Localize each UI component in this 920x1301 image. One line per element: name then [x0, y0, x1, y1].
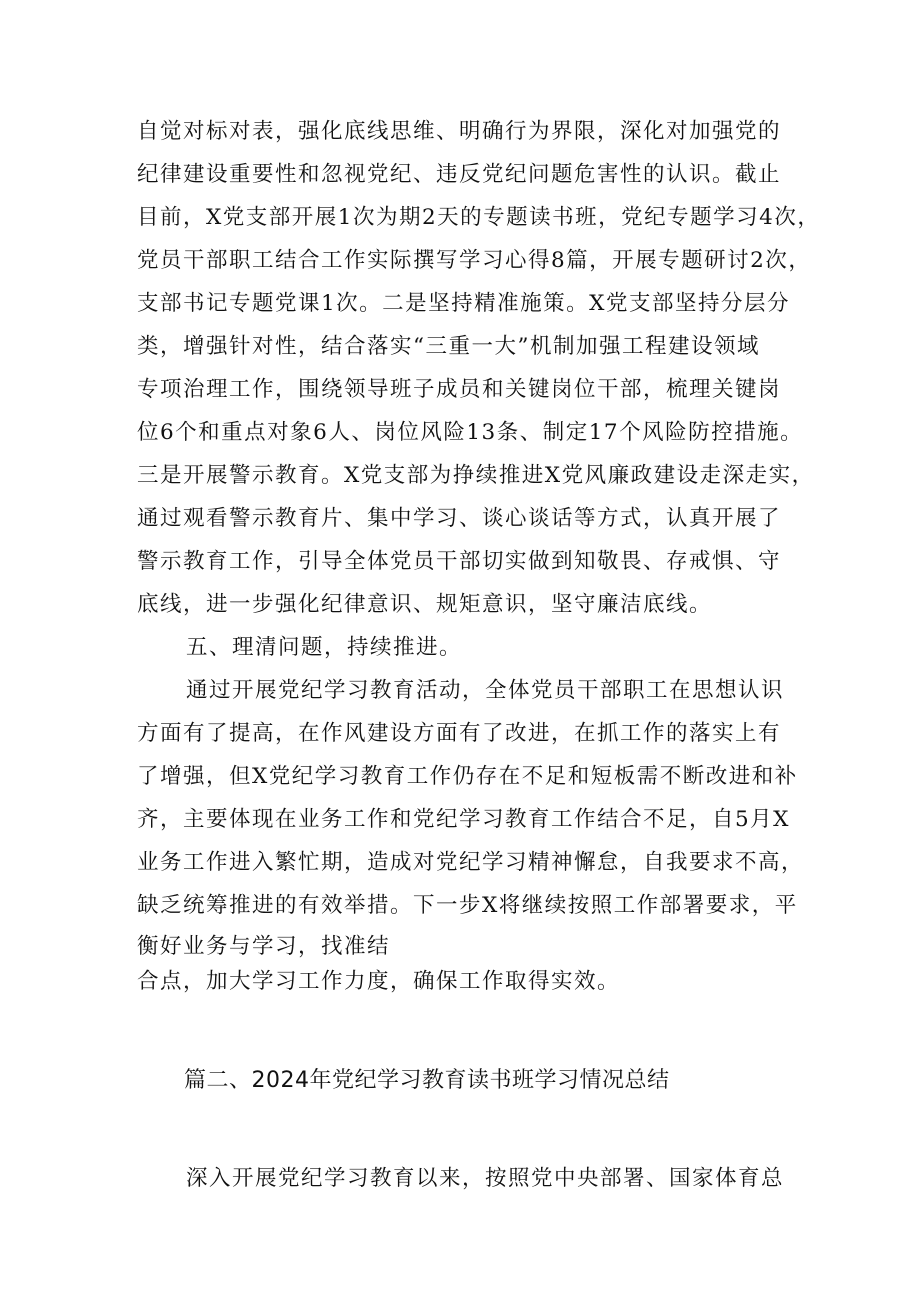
body-line-10: 通过观看警示教育片、集中学习、谈心谈话等方式，认真开展了	[137, 506, 782, 531]
body-line-9: 三是开展警示教育。X党支部为挣续推进X党风廉政建设走深走实，	[137, 463, 815, 488]
body-line-1: 自觉对标对表，强化底线思维、明确行为界限，深化对加强党的	[137, 119, 782, 144]
body-line-15: 方面有了提高，在作风建设方面有了改进，在抓工作的落实上有	[137, 721, 782, 746]
body-line-20: 衡好业务与学习，找准结	[137, 934, 391, 959]
body-line-last: 深入开展党纪学习教育以来，按照党中央部署、国家体育总	[186, 1166, 785, 1191]
section-heading-five: 五、理清问题，持续推进。	[186, 635, 463, 660]
body-line-17: 齐，主要体现在业务工作和党纪学习教育工作结合不足，自5月X	[137, 807, 790, 832]
body-line-5: 支部书记专题党课1次。二是坚持精准施策。X党支部坚持分层分	[137, 291, 790, 316]
body-line-7: 专项治理工作，围绕领导班子成员和关键岗位干部，梳理关键岗	[137, 377, 782, 402]
body-line-2: 纪律建设重要性和忽视党纪、违反党纪问题危害性的认识。截止	[137, 162, 782, 187]
body-line-6: 类，增强针对性，结合落实“三重一大”机制加强工程建设领域	[137, 334, 760, 359]
body-line-4: 党员干部职工结合工作实际撰写学习心得8篇，开展专题研讨2次，	[137, 248, 812, 273]
body-line-16: 了增强，但X党纪学习教育工作仍存在不足和短板需不断改进和补	[137, 764, 798, 789]
document-title: 篇二、2024年党纪学习教育读书班学习情况总结	[184, 1068, 670, 1093]
body-line-8: 位6个和重点对象6人、岗位风险13条、制定17个风险防控措施。	[137, 420, 804, 445]
body-line-19: 缺乏统筹推进的有效举措。下一步X将继续按照工作部署要求，平	[137, 893, 798, 918]
body-line-18: 业务工作进入繁忙期，造成对党纪学习精神懈怠，自我要求不高，	[137, 850, 805, 875]
body-line-11: 警示教育工作，引导全体党员干部切实做到知敬畏、存戒惧、守	[137, 549, 782, 574]
body-line-14: 通过开展党纪学习教育活动，全体党员干部职工在思想认识	[186, 678, 785, 703]
body-line-12: 底线，进一步强化纪律意识、规矩意识，坚守廉洁底线。	[137, 592, 713, 617]
body-line-3: 目前，X党支部开展1次为期2天的专题读书班，党纪专题学习4次，	[137, 205, 821, 230]
body-line-21: 合点，加大学习工作力度，确保工作取得实效。	[137, 969, 621, 994]
